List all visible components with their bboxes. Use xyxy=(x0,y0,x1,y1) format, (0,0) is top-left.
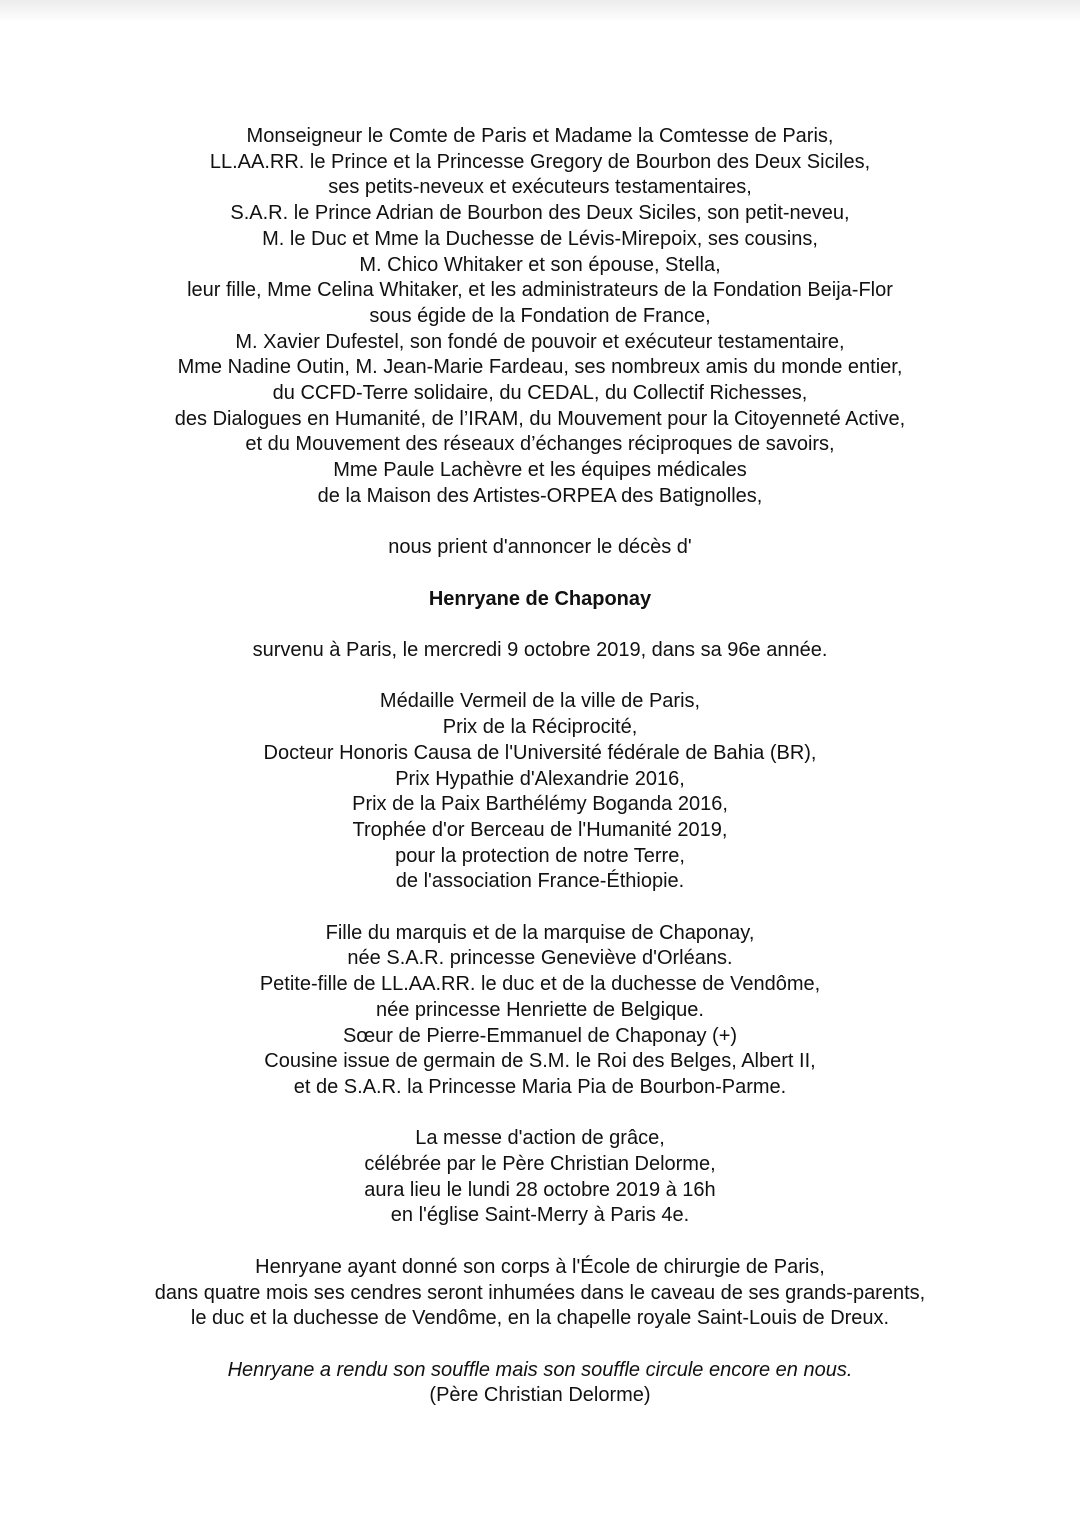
quote-text: Henryane a rendu son souffle mais son souffle circule encore en nous. xyxy=(227,1358,853,1381)
burial-line: dans quatre mois ses cendres seront inhumées dans le caveau de ses grands-parents, xyxy=(154,1281,926,1304)
top-shadow xyxy=(0,0,1080,22)
lineage-block xyxy=(0,921,1080,1101)
spacer xyxy=(0,895,1080,921)
mass-line: en l'église Saint-Merry à Paris 4e. xyxy=(390,1204,690,1227)
honor-line: Médaille Vermeil de la ville de Paris, xyxy=(379,690,701,713)
spacer xyxy=(0,664,1080,690)
announcer-line: M. Xavier Dufestel, son fondé de pouvoir et exécuteur testamentaire, xyxy=(235,330,845,353)
lineage-line: née princesse Henriette de Belgique. xyxy=(376,998,704,1021)
burial-block xyxy=(0,1255,1080,1332)
death-details: survenu à Paris, le mercredi 9 octobre 2019, dans sa 96e année. xyxy=(252,639,828,662)
mass-line: célébrée par le Père Christian Delorme, xyxy=(364,1153,716,1176)
honor-line: Trophée d'or Berceau de l'Humanité 2019, xyxy=(352,818,728,841)
spacer xyxy=(0,1101,1080,1127)
lineage-line: Fille du marquis et de la marquise de Chaponay, xyxy=(325,921,755,944)
spacer xyxy=(0,1332,1080,1358)
honor-line: Prix de la Paix Barthélémy Boganda 2016, xyxy=(352,793,728,816)
spacer xyxy=(0,561,1080,587)
announcer-line: et du Mouvement des réseaux d’échanges réciproques de savoirs, xyxy=(245,433,835,456)
honors-block xyxy=(0,689,1080,895)
spacer xyxy=(0,510,1080,536)
honor-line: Prix de la Réciprocité, xyxy=(442,716,638,739)
announcer-line: leur fille, Mme Celina Whitaker, et les administrateurs de la Fondation Beija-Flor xyxy=(187,279,893,302)
obituary-notice xyxy=(0,124,1080,1409)
announcer-line: LL.AA.RR. le Prince et la Princesse Gregory de Bourbon des Deux Siciles, xyxy=(209,150,871,173)
mass-block xyxy=(0,1126,1080,1229)
honor-line: de l'association France-Éthiopie. xyxy=(395,870,685,893)
announcer-line: sous égide de la Fondation de France, xyxy=(369,304,711,327)
lineage-line: née S.A.R. princesse Geneviève d'Orléans. xyxy=(347,947,733,970)
announcer-line: Monseigneur le Comte de Paris et Madame la Comtesse de Paris, xyxy=(246,125,834,147)
spacer xyxy=(0,1229,1080,1255)
burial-line: le duc et la duchesse de Vendôme, en la chapelle royale Saint-Louis de Dreux. xyxy=(190,1307,890,1330)
announcer-line: du CCFD-Terre solidaire, du CEDAL, du Collectif Richesses, xyxy=(272,382,808,405)
lineage-line: Sœur de Pierre-Emmanuel de Chaponay (+) xyxy=(342,1024,738,1047)
burial-line: Henryane ayant donné son corps à l'École de chirurgie de Paris, xyxy=(255,1255,825,1278)
announcer-line: S.A.R. le Prince Adrian de Bourbon des Deux Siciles, son petit-neveu, xyxy=(230,202,850,225)
announcer-line: Mme Paule Lachèvre et les équipes médicales xyxy=(333,459,747,482)
quote-block xyxy=(0,1358,1080,1409)
honor-line: pour la protection de notre Terre, xyxy=(395,844,685,867)
deceased-name: Henryane de Chaponay xyxy=(428,587,652,610)
mass-line: La messe d'action de grâce, xyxy=(415,1127,665,1150)
honor-line: Docteur Honoris Causa de l'Université fédérale de Bahia (BR), xyxy=(263,741,817,764)
lineage-line: Cousine issue de germain de S.M. le Roi des Belges, Albert II, xyxy=(264,1050,816,1073)
announcers-block xyxy=(0,124,1080,510)
announcement-text: nous prient d'annoncer le décès d' xyxy=(388,536,692,559)
announcer-line: de la Maison des Artistes-ORPEA des Batignolles, xyxy=(317,484,763,507)
lineage-line: et de S.A.R. la Princesse Maria Pia de Bourbon-Parme. xyxy=(293,1075,787,1098)
quote-author: (Père Christian Delorme) xyxy=(429,1384,651,1407)
announcer-line: des Dialogues en Humanité, de l’IRAM, du Mouvement pour la Citoyenneté Active, xyxy=(174,407,906,430)
announcer-line: M. Chico Whitaker et son épouse, Stella, xyxy=(359,253,721,276)
announcer-line: M. le Duc et Mme la Duchesse de Lévis-Mirepoix, ses cousins, xyxy=(262,227,818,250)
lineage-line: Petite-fille de LL.AA.RR. le duc et de la duchesse de Vendôme, xyxy=(259,973,821,996)
mass-line: aura lieu le lundi 28 octobre 2019 à 16h xyxy=(364,1178,716,1201)
announcer-line: ses petits-neveux et exécuteurs testamentaires, xyxy=(328,176,752,199)
honor-line: Prix Hypathie d'Alexandrie 2016, xyxy=(395,767,685,790)
spacer xyxy=(0,612,1080,638)
announcer-line: Mme Nadine Outin, M. Jean-Marie Fardeau, ses nombreux amis du monde entier, xyxy=(177,356,903,379)
